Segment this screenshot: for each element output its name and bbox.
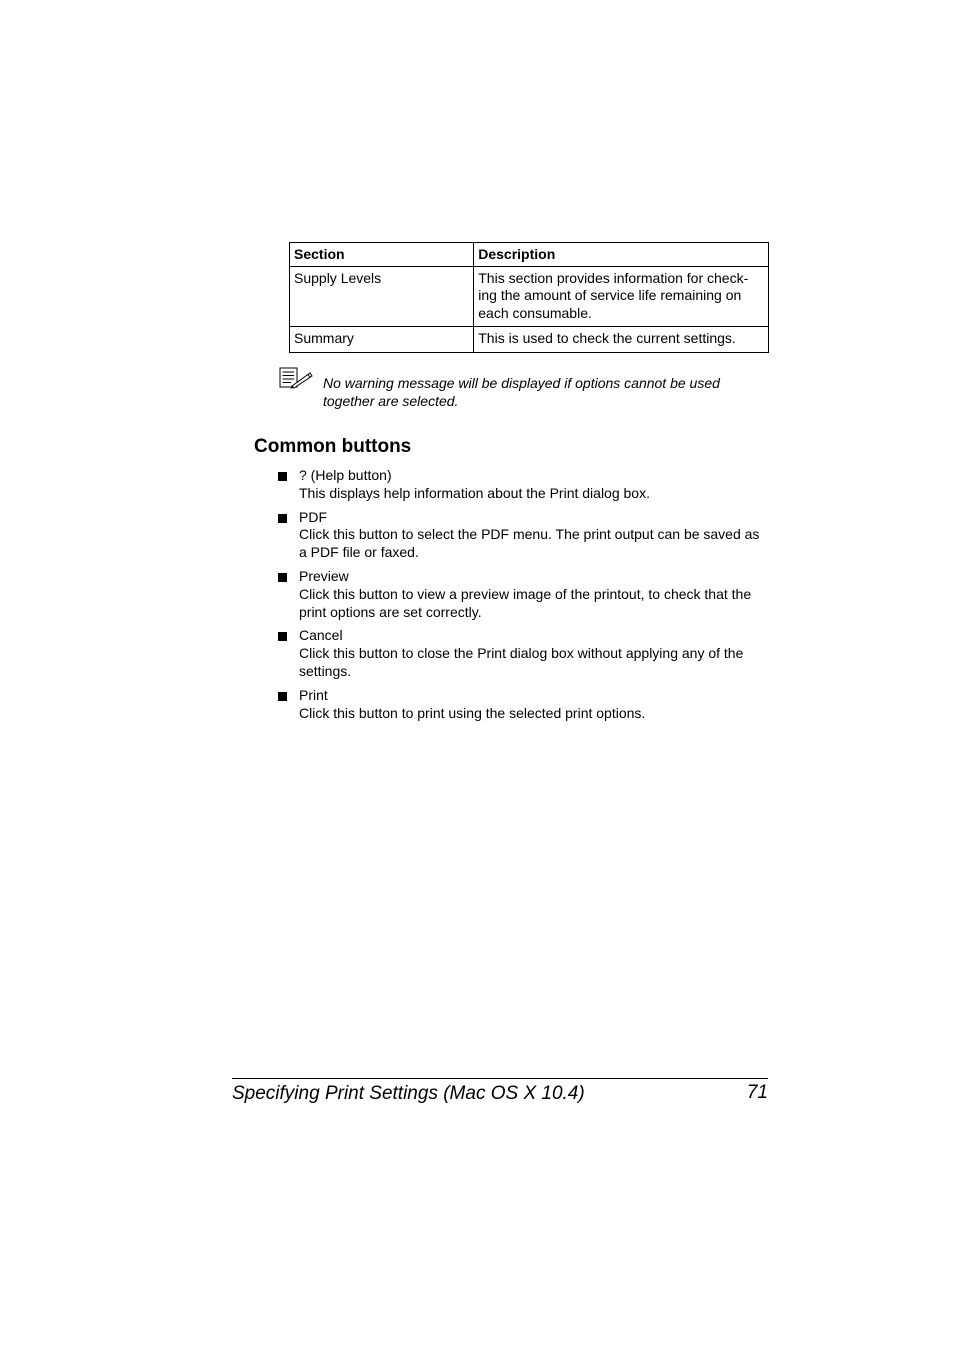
list-item-title: Print xyxy=(299,686,328,703)
list-item-title: Preview xyxy=(299,567,349,584)
list-item-description: Click this button to select the PDF menu. The print output can be saved as a PDF file or faxed. xyxy=(299,526,760,561)
list-item xyxy=(277,687,769,723)
list-item xyxy=(277,467,769,503)
list-item-title: PDF xyxy=(299,508,327,525)
table-cell-description: This is used to check the current settings. xyxy=(474,327,769,353)
footer-divider xyxy=(232,1078,768,1079)
table-header-row xyxy=(290,243,769,267)
section-heading: Common buttons xyxy=(254,436,412,457)
square-bullet-icon xyxy=(278,692,287,701)
note-text: No warning message will be displayed if options cannot be used together are selected. xyxy=(323,375,720,409)
list-item-description: Click this button to view a preview image of the printout, to check that the print options are set correctly. xyxy=(299,585,752,620)
section-description-table xyxy=(289,242,769,353)
list-item-description: This displays help information about the Print dialog box. xyxy=(299,484,650,501)
list-item xyxy=(277,509,769,562)
list-item xyxy=(277,627,769,680)
table-cell-section: Summary xyxy=(290,327,474,353)
square-bullet-icon xyxy=(278,514,287,523)
table-cell-section: Supply Levels xyxy=(290,266,474,327)
common-buttons-list xyxy=(277,467,769,728)
note-pencil-icon xyxy=(279,367,313,389)
list-item-description: Click this button to print using the selected print options. xyxy=(299,704,646,721)
footer-chapter-title: Specifying Print Settings (Mac OS X 10.4) xyxy=(232,1083,585,1104)
table-row xyxy=(290,266,769,327)
list-item-title: Cancel xyxy=(299,627,343,644)
list-item-title: ? (Help button) xyxy=(299,467,392,483)
page-number: 71 xyxy=(746,1082,768,1103)
column-header-description: Description xyxy=(474,243,769,267)
square-bullet-icon xyxy=(278,632,287,641)
list-item-description: Click this button to close the Print dialog box without applying any of the settings. xyxy=(299,645,744,679)
square-bullet-icon xyxy=(278,573,287,582)
list-item xyxy=(277,568,769,621)
table-cell-description: This section provides information for check- ing the amount of service life remaining on each consumable. xyxy=(474,266,769,327)
square-bullet-icon xyxy=(278,472,287,481)
column-header-section: Section xyxy=(290,243,474,267)
table-row xyxy=(290,327,769,353)
